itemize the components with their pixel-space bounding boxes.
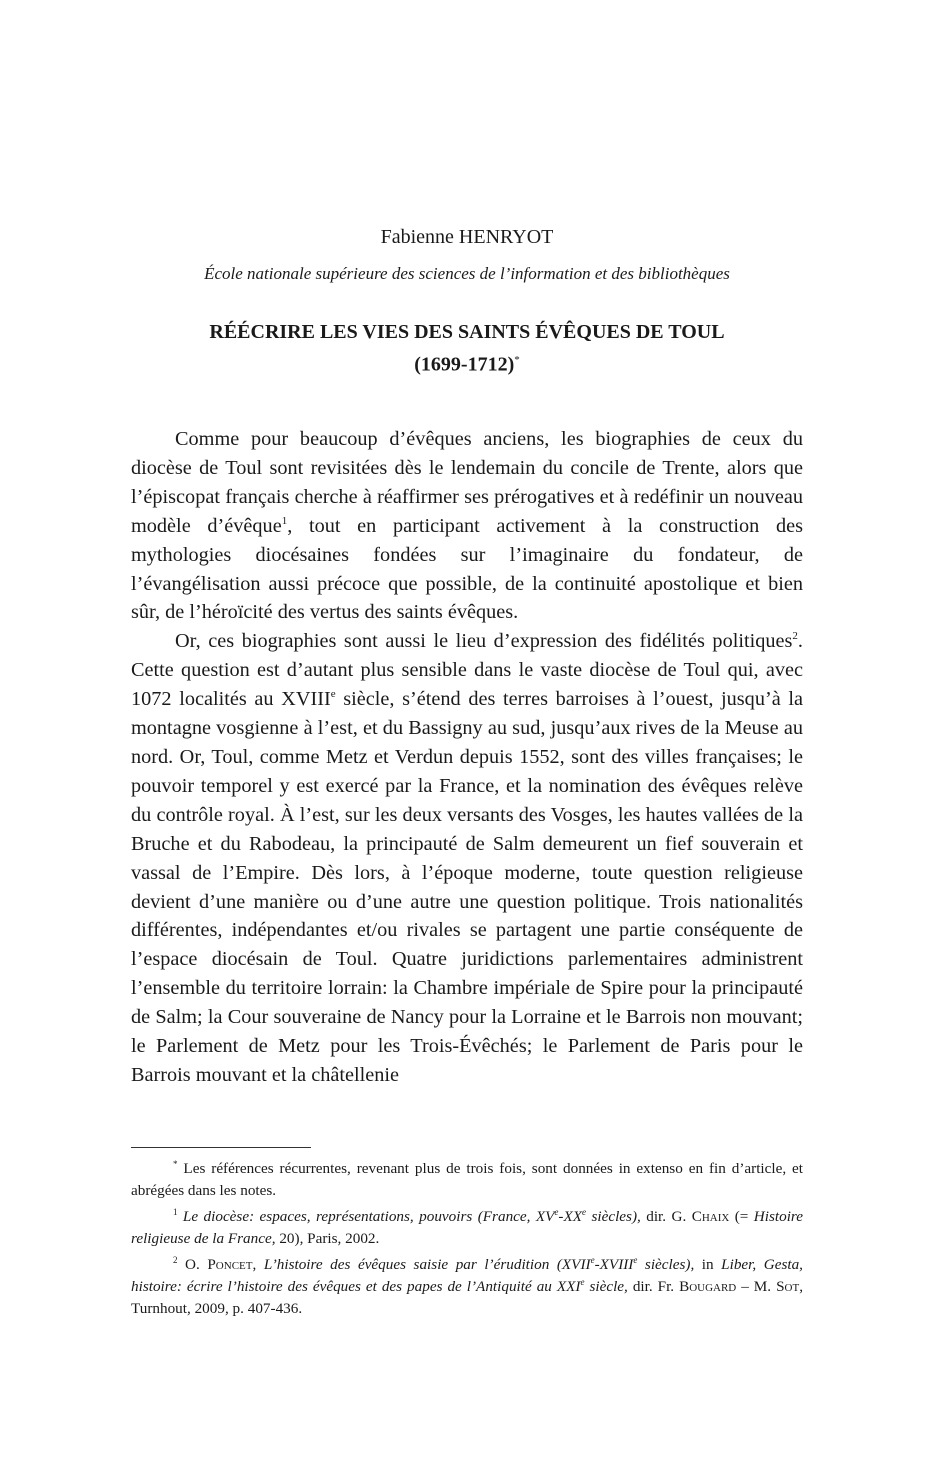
body-text	[131, 425, 803, 1090]
footnote-2-book-a: Liber, Gesta, histoire: écrire l’histoire des évêques et des papes de l’Antiquité au XXI	[131, 1256, 803, 1295]
footnote-2-title-b: -XVIII	[594, 1256, 634, 1273]
paragraph-1-text-a: Comme pour beaucoup d’évêques anciens, les biographies de ceux du diocèse de Toul sont revisitées dès le lendemain du concile de Trente, alors que l’épiscopat français cherche à réaffirmer ses prérogatives et à redéfinir un nouveau modèle d’évêque	[131, 428, 803, 537]
footnote-1-series: Histoire religieuse de la France,	[131, 1208, 803, 1247]
footnote-star	[131, 1158, 803, 1202]
footnote-2-mark: 2	[173, 1254, 178, 1265]
title-dates: (1699-1712)	[414, 353, 515, 376]
footnote-2-sup-2: e	[633, 1254, 638, 1265]
footnote-1-mark: 1	[173, 1206, 178, 1217]
footnote-2	[131, 1254, 803, 1320]
footnote-1-paren: (=	[734, 1208, 754, 1225]
footnote-ref-1[interactable]: 1	[281, 514, 288, 527]
footnote-2-sep: ,	[252, 1256, 264, 1273]
footnote-1-sup-2: e	[582, 1206, 587, 1217]
title-line-2	[131, 346, 803, 379]
footnote-1-title	[183, 1208, 641, 1225]
footnote-1-rest: 20), Paris, 2002.	[275, 1230, 380, 1247]
footnote-star-mark: *	[173, 1158, 178, 1169]
footnote-2-title-c: siècles),	[637, 1256, 695, 1273]
paragraph-2-text-a: Or, ces biographies sont aussi le lieu d’expression des fidélités politiques	[175, 630, 793, 653]
footnote-separator	[131, 1147, 311, 1148]
affiliation: École nationale supérieure des sciences de l’information et des bibliothèques	[204, 264, 730, 283]
paragraph-1	[131, 425, 803, 627]
footnote-1-title-a: Le diocèse: espaces, représentations, pouvoirs (France, XV	[182, 1208, 555, 1225]
footnote-star-text: Les références récurrentes, revenant plus de trois fois, sont données in extenso en fin d’article, et abrégées dans les notes.	[131, 1160, 804, 1199]
paragraph-2-text-c: siècle, s’étend des terres barroises à l’ouest, jusqu’à la montagne vosgienne à l’est, et du Bassigny au sud, jusqu’aux rives de la Meuse au nord. Or, Toul, comme Metz et Verdun depuis 1552, sont des villes françaises; le pouvoir temporel y est exercé par la France, et la nomination des évêques relève du contrôle royal. À l’est, sur les deux versants des Vosges, les hautes vallées de la Bruche et du Rabodeau, la principauté de Salm demeurent un fief souverain et vassal de l’Empire. Dès lors, à l’époque moderne, toute question religieuse devient d’une manière ou d’une autre une question politique. Trois nationalités différentes, indépendantes et/ou rivales se partagent une partie conséquente de l’espace diocésain de Toul. Quatre juridictions parlementaires administrent l’ensemble du territoire lorrain: la Chambre impériale de Spire pour la principauté de Salm; la Cour souveraine de Nancy pour la Lorraine et le Barrois non mouvant; le Parlement de Metz pour les Trois-Évêchés; le Parlement de Paris pour le Barrois mouvant et la châtellenie	[131, 688, 803, 1086]
article-page	[131, 0, 803, 1477]
footnote-2-sup-1: e	[590, 1254, 595, 1265]
footnote-2-editor-1: Bougard	[679, 1278, 737, 1295]
footnote-2-sup-3: e	[580, 1276, 585, 1287]
footnote-2-author-initial: O.	[185, 1256, 208, 1273]
footnote-1-dir: dir. G.	[640, 1208, 692, 1225]
footnote-1-sup-1: e	[554, 1206, 559, 1217]
footnote-ref-2[interactable]: 2	[792, 630, 798, 643]
paragraph-2	[131, 627, 803, 1090]
title-footnote-mark[interactable]: *	[514, 354, 520, 366]
footnote-2-author: Poncet	[207, 1256, 253, 1273]
footnote-2-title-a: L’histoire des évêques saisie par l’érudition (XVII	[263, 1256, 591, 1273]
paragraph-2-text-b: . Cette question est d’autant plus sensible dans le vaste diocèse de Toul qui, avec 1072 localités au	[131, 630, 803, 711]
century-numeral: XVIII	[281, 688, 331, 711]
footnote-2-rest: , Turnhout, 2009, p. 407-436.	[131, 1278, 803, 1317]
footnote-2-dash: – M.	[736, 1278, 777, 1295]
footnote-1-title-c: siècles),	[586, 1208, 641, 1225]
title-line-1: RÉÉCRIRE LES VIES DES SAINTS ÉVÊQUES DE TOUL	[209, 321, 725, 343]
author-name: Fabienne HENRYOT	[380, 226, 554, 248]
paragraph-1-text-b: , tout en participant activement à la construction des mythologies diocésaines fondées sur l’imaginaire du fondateur, de l’évangélisation aussi précoce que possible, de la continuité apostolique et bien sûr, de l’héroïcité des vertus des saints évêques.	[131, 514, 803, 624]
footnote-2-editor-2: Sot	[776, 1278, 800, 1295]
article-title	[131, 318, 803, 379]
footnote-1-title-b: -XX	[558, 1208, 583, 1225]
footnote-2-title	[264, 1256, 694, 1273]
footnote-1	[131, 1206, 803, 1250]
footnote-2-in: in	[694, 1256, 722, 1273]
footnote-2-dir: dir. Fr.	[627, 1278, 680, 1295]
century-superscript: e	[330, 688, 336, 701]
footnotes	[131, 1158, 803, 1324]
footnote-1-editor: Chaix	[691, 1208, 730, 1225]
footnote-2-book-b: siècle,	[584, 1278, 628, 1295]
